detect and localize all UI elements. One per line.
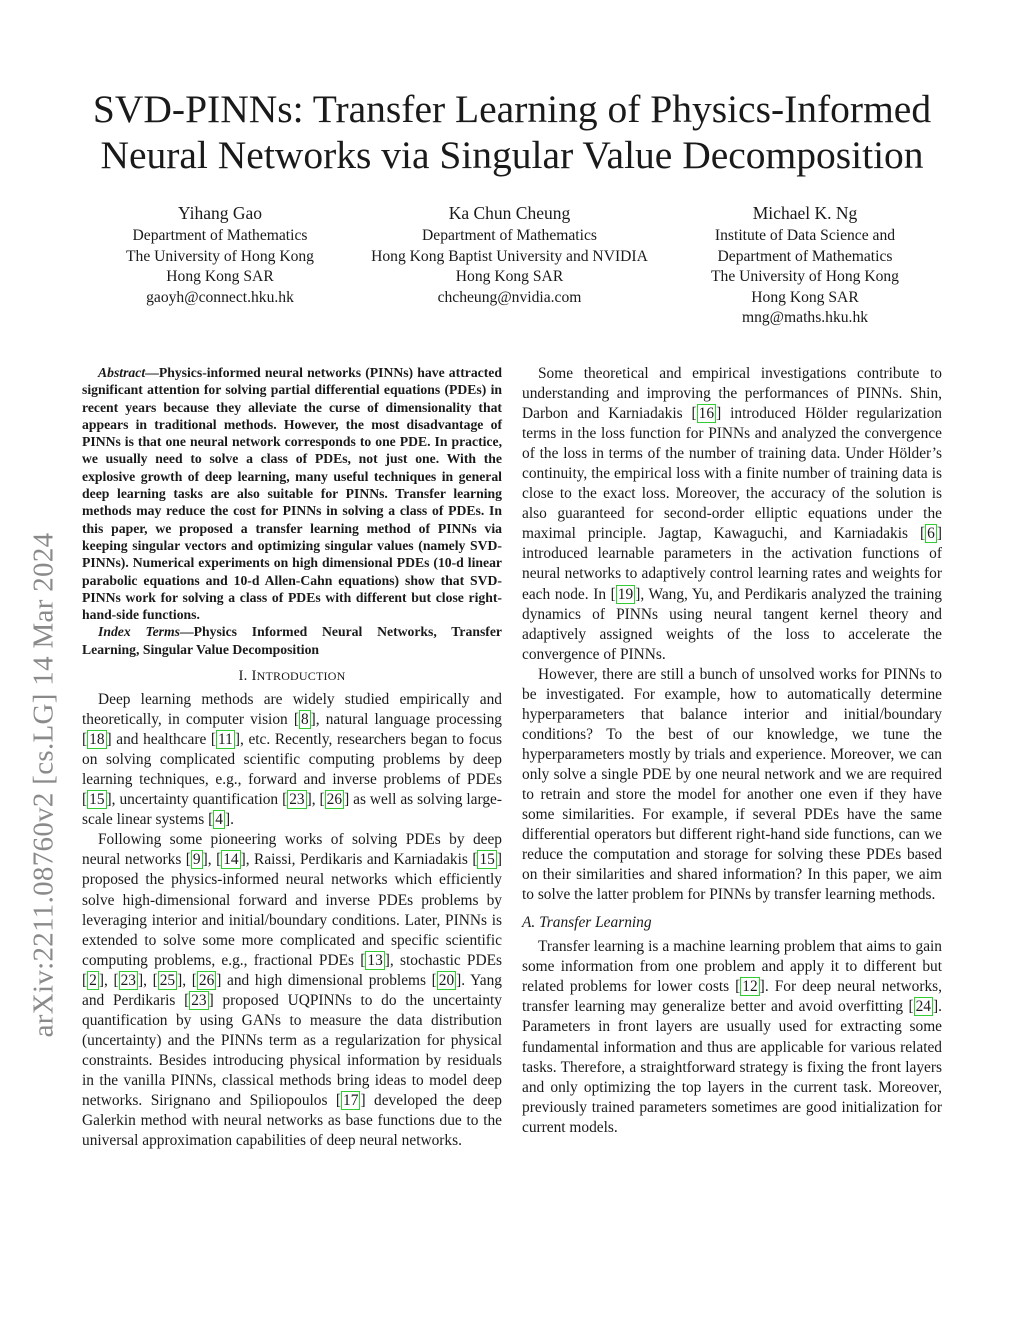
citation-link[interactable]: 14 <box>223 851 239 869</box>
abstract-text: —Physics-informed neural networks (PINNs) have attracted significant attention for solving partial differential equations (PDEs) in recent years because they alleviate the curse of dimensionality that appears in traditional methods. However, the most disadvantage of PINNs is that one neural network corresponds to one PDE. In practice, we usually need to solve a class of PDEs, not just one. With the explosive growth of deep learning, many useful techniques in general deep learning tasks are also suitable for PINNs. Transfer learning methods may reduce the cost for PINNs in solving a class of PDEs. In this paper, we proposed a transfer learning method of PINNs via keeping singular vectors and optimizing singular values (namely SVD-PINNs). Numerical experiments on high dimensional PDEs (10-d linear parabolic equations and 10-d Allen-Cahn equations) show that SVD-PINNs work for solving a class of PDEs with different but close right-hand-side functions. <box>82 365 502 623</box>
author-affiliation: Department of Mathematics <box>132 227 308 244</box>
author-location: Hong Kong SAR <box>455 268 564 286</box>
text-span: as well as solving large-scale linear systems <box>82 791 502 829</box>
author-affiliation: The University of Hong Kong <box>711 268 899 286</box>
citation-link[interactable]: 13 <box>367 951 383 969</box>
citation-link[interactable]: 8 <box>300 711 309 729</box>
citation-link[interactable]: 25 <box>159 971 176 989</box>
index-terms <box>82 623 502 658</box>
text-span: , <box>311 791 320 809</box>
text-span: , Wang, Yu, and Perdikaris analyzed the training dynamics of PINNs using neural tangent kernel theory and adaptively assigned weights of the loss to accelerate the convergence of PINNs. <box>522 585 942 663</box>
citation-link[interactable]: 12 <box>742 978 758 996</box>
text-span: introduced learnable parameters in the activation functions of neural networks to adaptively control learning rates and weights for each node. In <box>522 545 942 603</box>
text-span: , <box>207 851 217 869</box>
subsection-heading-transfer-learning: A. Transfer Learning <box>522 914 652 932</box>
intro-paragraph-2: Following some pioneering works of solving PDEs by deep neural networks [ 9 ], [ 14 ], Raissi, Perdikaris and Karniadakis [ 15 ] proposed the physics-informed neural networks which efficiently solve high-dimensional forward and inverse PDEs problems by leveraging interior and initial/boundary conditions. Later, PINNs is extended to solve some more complicated and specific scientific computing problems, e.g., fractional PDEs [ 13 ], stochastic PDEs [ 2 ], [ 23 ], [ 25 ], [ 26 ] and high dimensional problems [ 20 ]. Yang and Perdikaris [ 23 ] proposed UQPINNs to do the uncertainty quantification by using GANs to measure the data distribution (uncertainty) and the PINNs term as a regularization for physical constraints. Besides introducing physical information by residuals in the vanilla PINNs, classical methods bring ideas to model deep networks. Sirignano and Spiliopoulos [ 17 ] developed the deep Galerkin method with neural networks as base functions due to the universal approximation capabilities of deep neural networks. <box>82 831 502 1150</box>
section-initial: I <box>251 668 257 685</box>
author-email: chcheung@nvidia.com <box>437 288 582 306</box>
intro-paragraph-3: Some theoretical and empirical investigations contribute to understanding and improving the performances of PINNs. Shin, Darbon and Karniadakis [ 16 ] introduced Hölder regularization terms in the loss function for PINNs and analyzed the convergence of the loss in terms of the number of training data. Under Hölder’s continuity, the empirical loss with a finite number of training data is close to the exact loss. Moreover, the accuracy of the solution is also guaranteed for second-order elliptic equations under the maximal principle. Jagtap, Kawaguchi, and Karniadakis [ 6 ] introduced learnable parameters in the activation functions of neural networks to adaptively control learning rates and weights for each node. In [ 19 ], Wang, Yu, and Perdikaris analyzed the training dynamics of PINNs using neural tangent kernel theory and adaptively assigned weights of the loss to accelerate the convergence of PINNs. <box>522 365 942 663</box>
citation-link[interactable]: 19 <box>617 585 634 603</box>
author-affiliation: Institute of Data Science and <box>714 227 896 244</box>
arxiv-stamp: arXiv:2211.08760v2 [cs.LG] 14 Mar 2024 <box>27 532 60 1038</box>
text-span: proposed the physics-informed neural networks which efficiently solve high-dimensional forward and inverse PDEs problems by leveraging interior and initial/boundary conditions. Later, PINNs is extended to solve some more complicated and specific scientific computing problems, e.g., fractional PDEs <box>82 871 502 969</box>
author-name: Yihang Gao <box>177 203 263 223</box>
citation-link[interactable]: 24 <box>915 998 931 1016</box>
abstract-label: Abstract <box>98 365 146 380</box>
author-email: gaoyh@connect.hku.hk <box>146 288 294 306</box>
citation-link[interactable]: 18 <box>89 731 105 749</box>
author-email: mng@maths.hku.hk <box>741 309 869 327</box>
text-span: , stochastic PDEs <box>389 951 502 969</box>
index-terms-label: Index Terms <box>98 624 180 640</box>
text-span: , etc. Recently, researchers began to focus on solving complicated scientific computing problems by deep learning techniques, e.g., forward and inverse problems of PDEs <box>82 731 502 789</box>
citation-link[interactable]: 2 <box>89 971 97 989</box>
text-span: , <box>143 971 153 989</box>
paper-title <box>40 86 984 178</box>
citation-link[interactable]: 23 <box>120 971 136 989</box>
author-name: Ka Chun Cheung <box>448 203 571 223</box>
title-line-2: Neural Networks via Singular Value Decomposition <box>100 133 924 177</box>
author-affiliation: Department of Mathematics <box>422 227 597 244</box>
citation-link[interactable]: 17 <box>343 1091 359 1109</box>
text-span: introduced Hölder regularization terms in the loss function for PINNs and analyzed the convergence of the loss in terms of the number of training data. Under Hölder’s continuity, the empirical loss with a finite number of training data is close to the exact loss. Moreover, the accuracy of the solution is also guaranteed for second-order elliptic equations under the maximal principle. Jagtap, Kawaguchi, and Karniadakis <box>522 405 942 543</box>
right-column <box>522 364 942 1138</box>
author-block-3 <box>680 202 930 329</box>
citation-link[interactable]: 23 <box>191 991 207 1009</box>
text-span: , uncertainty quantification <box>111 791 283 809</box>
section-heading-introduction <box>82 666 502 686</box>
text-span: . Yang and Perdikaris <box>82 971 502 1009</box>
author-affiliation: Hong Kong Baptist University and NVIDIA <box>371 247 648 265</box>
citation-link[interactable]: 26 <box>326 791 343 809</box>
citation-link[interactable]: 15 <box>89 791 105 809</box>
section-number: I. <box>238 668 252 685</box>
abstract <box>82 364 502 623</box>
citation-link[interactable]: 16 <box>698 405 715 423</box>
section-title-rest: NTRODUCTION <box>256 669 346 684</box>
author-location: Hong Kong SAR <box>166 268 274 286</box>
text-span: and high dimensional problems <box>221 971 432 989</box>
transfer-learning-paragraph: Transfer learning is a machine learning problem that aims to gain some information from one problem and apply it to different but related problems for lower costs [ 12 ]. For deep neural networks, transfer learning may generalize better and avoid overfitting [ 24 ]. Parameters in front layers are usually used for extracting some fundamental information and thus are applicable for various related tasks. Therefore, a straightforward strategy is fixing the front layers and only optimizing the top layers in the current task. Moreover, previously trained parameters sometimes are good initialization for current models. <box>522 938 942 1136</box>
text-span: Following some pioneering works of solving PDEs by deep neural networks <box>82 831 502 869</box>
text-span: , natural language processing <box>315 711 502 729</box>
text-span: Transfer learning is a machine learning problem that aims to gain some information from one problem and apply it to different but related problems for lower costs <box>522 938 942 996</box>
citation-link[interactable]: 6 <box>927 525 935 543</box>
left-column <box>82 364 502 1151</box>
text-span: . Parameters in front layers are usually used for extracting some fundamental information and thus are applicable for various related tasks. Therefore, a straightforward strategy is fixing the front layers and only optimizing the top layers in the current task. Moreover, previously trained parameters sometimes are good initialization for current models. <box>522 998 942 1136</box>
citation-link[interactable]: 23 <box>289 791 305 809</box>
text-span: , <box>103 971 114 989</box>
text-span: , Raissi, Perdikaris and Karniadakis <box>245 851 473 869</box>
citation-link[interactable]: 9 <box>192 851 201 869</box>
text-span: proposed UQPINNs to do the uncertainty quantification by using GANs to measure the data distribution (uncertainty) and the PINNs term as a regularization for physical constraints. Besides introducing physical information by residuals in the vanilla PINNs, classical methods bring ideas to model deep networks. Sirignano and Spiliopoulos <box>82 991 502 1109</box>
author-block-2 <box>352 202 667 308</box>
citation-link[interactable]: 20 <box>438 971 455 989</box>
author-affiliation: Department of Mathematics <box>717 247 893 265</box>
author-block-1 <box>95 202 345 308</box>
intro-paragraph-1: Deep learning methods are widely studied empirically and theoretically, in computer vision [ 8 ], natural language processing [ 18 ] and healthcare [ 11 ], etc. Recently, researchers began to focus on solving complicated scientific computing problems by deep learning techniques, e.g., forward and inverse problems of PDEs [ 15 ], uncertainty quantification [ 23 ], [ 26 ] as well as solving large-scale linear systems [ 4 ]. <box>82 691 502 829</box>
text-span: . For deep neural networks, transfer learning may generalize better and avoid overfitting <box>522 978 942 1016</box>
text-span: and healthcare <box>111 731 211 749</box>
title-line-1: SVD-PINNs: Transfer Learning of Physics-Informed <box>92 87 932 131</box>
text-span: developed the deep Galerkin method with neural networks as base functions due to the universal approximation capabilities of deep neural networks. <box>82 1091 502 1150</box>
citation-link[interactable]: 4 <box>215 811 223 829</box>
text-span: Deep learning methods are widely studied empirically and theoretically, in computer vision <box>82 691 502 729</box>
author-name: Michael K. Ng <box>752 203 858 223</box>
citation-link[interactable]: 15 <box>479 851 495 869</box>
index-terms-text: —Physics Informed Neural Networks, Transfer Learning, Singular Value Decomposition <box>82 624 502 657</box>
author-affiliation: The University of Hong Kong <box>126 247 314 265</box>
text-span: Some theoretical and empirical investigations contribute to understanding and improving the performances of PINNs. Shin, Darbon and Karniadakis <box>522 365 942 423</box>
citation-link[interactable]: 11 <box>218 731 233 749</box>
intro-paragraph-4: However, there are still a bunch of unsolved works for PINNs to be investigated. For example, how to automatically determine hyperparameters that balance interior and initial/boundary conditions? To the best of our knowledge, we tune the hyperparameters mostly by trials and experience. Moreover, we can only solve a single PDE by one neural network and we are required to retrain and store the model for another one even if they have some similarities. For example, if several PDEs have the same differential operators but different right-hand side functions, can we reduce the computation and storage for solving these PDEs based on their similarities and shared information? In this paper, we aim to solve the latter problem for PINNs by transfer learning methods. <box>522 665 942 904</box>
citation-link[interactable]: 26 <box>198 971 215 989</box>
text-span: , <box>182 971 192 989</box>
text-span: . <box>230 811 234 829</box>
author-location: Hong Kong SAR <box>751 288 859 306</box>
